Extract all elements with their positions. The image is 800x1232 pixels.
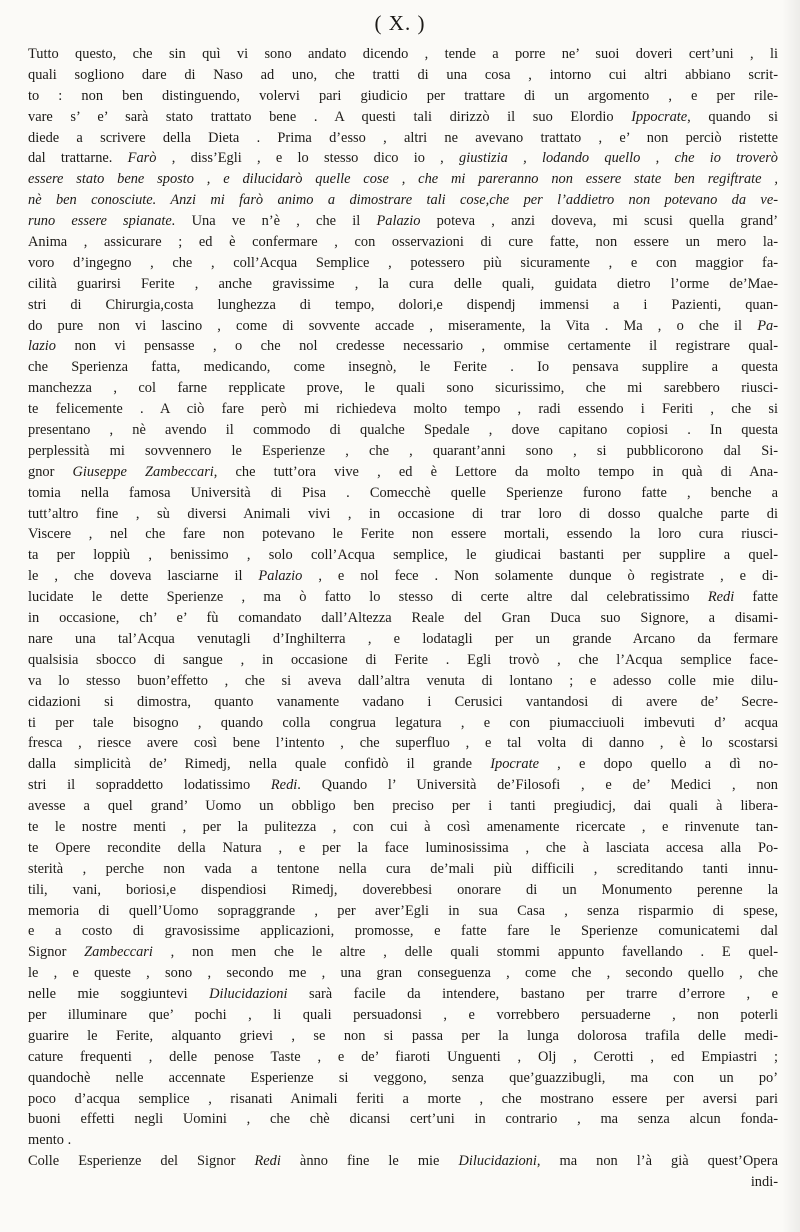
text-line: ti per tale bisogno , quando colla congrua legatura , e con piumacciuoli imbevuti d’ acqua	[28, 714, 778, 731]
body-text	[28, 44, 778, 1193]
text-line: memoria di quell’Uomo sopraggrande , per aver’Egli in sua Casa , senza risparmio di spese,	[28, 902, 778, 919]
text-line: quali sogliono dare di Naso ad uno, che tratti di una cosa , intorno cui altri abbiano scrit-	[28, 66, 778, 83]
page-edge-shadow	[782, 0, 800, 1232]
text-line: tili, vani, boriosi,e dispendiosi Rimedj, doverebbesi onorare di un Monumento perenne la	[28, 881, 778, 898]
text-line: le , che doveva lasciarne il Palazio , e nol fece . Non solamente dunque ò registrate , e di-	[28, 568, 778, 585]
text-line: Colle Esperienze del Signor Redi ànno fine le mie Dilucidazioni, ma non l’à già quest’Opera	[28, 1153, 778, 1170]
text-line: manchezza , col farne repplicate prove, le quali sono sicurissimo, che mi sarebbero riusci-	[28, 380, 778, 397]
text-line: Viscere , nel che fare non potevano le Ferite non essere mortali, essendo la loro cura riusci-	[28, 526, 778, 543]
text-line: dal trattarne. Farò , diss’Egli , e lo stesso dico io , giustizia , lodando quello , che io troverò	[28, 150, 778, 167]
text-line: nè ben conosciute. Anzi mi farò animo a dimostrare tali cose,che per l’addietro non potevano da ve-	[28, 192, 778, 209]
text-line: le , e queste , sono , secondo me , una gran conseguenza , come che , secondo quello , che	[28, 965, 778, 982]
text-line: cidazioni si dimostra, quanto vanamente vadano i Cerusici vantandosi di avere de’ Secre-	[28, 693, 778, 710]
text-line: stri di Chirurgia,costa lunghezza di tempo, dolori,e dispendj immensi a i Pazienti, quan-	[28, 296, 778, 313]
text-line: lucidate le dette Sperienze , ma ò fatto lo stesso di certe altre dal celebratissimo Redi fatte	[28, 589, 778, 606]
text-line: guarire le Ferite, alquanto grievi , se non si passa per la lunga dolorosa trafila delle medi-	[28, 1027, 778, 1044]
text-line: qualsisia sbocco di sangue , in occasione di Ferite . Egli trovò , che l’Acqua semplice face-	[28, 651, 778, 668]
text-line: gnor Giuseppe Zambeccari, che tutt’ora vive , ed è Lettore da molto tempo in quà di Ana-	[28, 463, 778, 480]
text-line: perplessità mi sovvennero le Esperienze , che , quarant’anni sono , si pubblicorono dal Si-	[28, 442, 778, 459]
text-line: tomia nella famosa Università di Pisa . Comecchè quelle Sperienze furono fatte , benche a	[28, 484, 778, 501]
text-line: te le nostre menti , per la pulitezza , con cui à così amenamente ricercate , e rinvenute tan-	[28, 818, 778, 835]
text-line: sterità , perche non vada a tentone nella cura de’mali più difficili , screditando tanti innu-	[28, 860, 778, 877]
page-number: ( X. )	[374, 11, 426, 35]
text-line: stri il sopraddetto lodatissimo Redi. Quando l’ Università de’Filosofi , e de’ Medici , non	[28, 777, 778, 794]
text-line: avesse a quel grand’ Uomo un obbligo ben preciso per i tanti pregiudicj, dai quali à libera-	[28, 798, 778, 815]
text-line: runo essere spianate. Una ve n’è , che il Palazio poteva , anzi doveva, mi scusi quella grand’	[28, 213, 778, 230]
text-line: Signor Zambeccari , non men che le altre , delle quali stommi appunto favellando . E quel-	[28, 944, 778, 961]
text-line: lazio non vi pensasse , o che nol credesse necessario , ommise certamente il registrare qual-	[28, 338, 778, 355]
text-line: in occasione, ch’ e’ fù comandato dall’Altezza Reale del Gran Duca suo Signore, a disami-	[28, 610, 778, 627]
text-line: to : non ben distinguendo, volervi pari giudicio per trattare di un argomento , e per rile-	[28, 87, 778, 104]
text-line: Tutto questo, che sin quì vi sono andato dicendo , tende a porre ne’ suoi doveri cert’uni , li	[28, 46, 778, 62]
text-line: nelle mie soggiuntevi Dilucidazioni sarà facile da intendere, bastano per trarre d’errore , e	[28, 986, 778, 1003]
text-line: nare una tal’Acqua venutagli d’Inghilterra , e lodatagli per un grande Arcano da fermare	[28, 630, 778, 647]
text-line: Anima , assicurare ; ed è confermare , con osservazioni di cure fatte, non essere un mero la-	[28, 234, 778, 251]
text-line: essere stato bene sposto , e dilucidarò quelle cose , che mi pareranno non essere state ben regiftrate ,	[28, 171, 778, 188]
text-line: quandochè nelle accennate Esperienze si veggono, senza que’guazzibugli, ma con un po’	[28, 1069, 778, 1086]
text-line: cature frequenti , delle penose Taste , e de’ fiaroti Unguenti , Olj , Cerotti , ed Empiastri ;	[28, 1048, 778, 1065]
text-line: va lo stesso buon’effetto , che si aveva dall’altra venuta di lontano ; e adesso colle mie dilu-	[28, 672, 778, 689]
text-line: per illuminare que’ pochi , li quali persuadonsi , e vorrebbero persuaderne , non poterli	[28, 1006, 778, 1023]
catchword: indi-	[750, 1174, 778, 1191]
text-line: fresca , riesce avere così bene l’intento , che superfluo , e tal volta di danno , è lo scostarsi	[28, 735, 778, 752]
text-line: che Sperienza fatta, medicando, come insegnò, le Ferite . Io pensava supplire a questa	[28, 359, 778, 376]
text-line: ta per loppiù , benissimo , solo coll’Acqua semplice, le giudicai bastanti per supplire a quel-	[28, 547, 778, 564]
text-line: poco d’acqua semplice , risanati Animali feriti a morte , che mostrano essere per aversi pari	[28, 1090, 778, 1107]
text-line: te Opere recondite della Natura , e per la face luminosissima , che à lasciata accesa alla Po-	[28, 839, 778, 856]
text-line: e a costo di gravosissime applicazioni, promosse, e fatte fare le Sperienze comunicatemi dal	[28, 923, 778, 940]
text-line: te felicemente . A ciò fare però mi richiedeva molto tempo , radi essendo i Feriti , che si	[28, 401, 778, 418]
text-line: voro d’ingegno , che , coll’Acqua Semplice , potessero più sicuramente , e con maggior fa-	[28, 254, 778, 271]
text-line: tutt’altro fine , sù diversi Animali vivi , in occasione di trar loro di dosso qualche parte di	[28, 505, 778, 522]
text-line: dalla simplicità de’ Rimedj, nella quale confidò il grande Ipocrate , e dopo quello a dì no-	[28, 756, 778, 773]
text-line: cilità guarirsi Ferite , anche gravissime , la cura delle quali, guidata dietro l’orme de’Mae-	[28, 275, 778, 292]
text-line: do pure non vi lascino , come di sovvente accade , miseramente, la Vita . Ma , o che il Pa-	[28, 317, 778, 334]
text-line: vare s’ e’ sarà stato trattato bene . A questi tali dirizzò il suo Elordio Ippocrate, quando si	[28, 108, 778, 125]
text-line: diede a scrivere della Dieta . Prima d’esso , altri ne avevano trattato , e’ non perciò ristette	[28, 129, 778, 146]
text-line: presentano , nè avendo il commodo di qualche Spedale , dove capitano copiosi . In questa	[28, 422, 778, 439]
text-line: buoni effetti negli Uomini , che chè dicansi cert’uni in contrario , ma senza alcun fonda-	[28, 1111, 778, 1128]
text-line: mento .	[28, 1132, 72, 1149]
